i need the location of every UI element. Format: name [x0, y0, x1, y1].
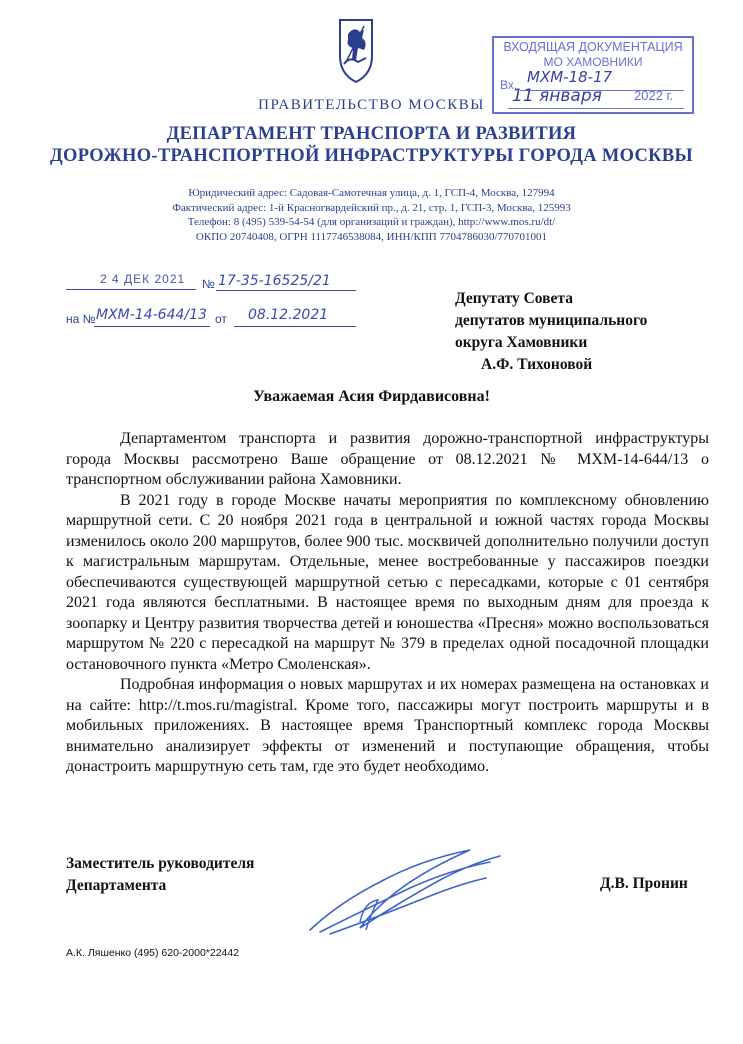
address-block	[0, 186, 743, 244]
reference-number: МХМ-14-644/13	[96, 307, 207, 323]
registration-date: 2 4 ДЕК 2021	[100, 272, 186, 286]
greeting: Уважаемая Асия Фирдависовна!	[253, 388, 490, 405]
reference-date-underline	[234, 326, 356, 327]
stamp-year: 2022 г.	[634, 88, 674, 103]
stamp-number: МХМ-18-17	[527, 68, 613, 86]
letter-body	[66, 429, 709, 778]
stamp-prefix: Вх.	[500, 78, 518, 92]
reference-date: 08.12.2021	[248, 307, 329, 323]
number-underline	[216, 290, 356, 291]
addressee-line: А.Ф. Тихоновой	[481, 356, 593, 373]
reference-underline	[94, 326, 210, 327]
position-line: Департамента	[66, 877, 167, 894]
address-line: ОКПО 20740408, ОГРН 1117746538084, ИНН/КПП 7704786030/770701001	[195, 230, 548, 243]
stamp-title: ВХОДЯЩАЯ ДОКУМЕНТАЦИЯ	[503, 40, 683, 54]
signatory-position	[66, 853, 254, 897]
incoming-stamp	[492, 36, 694, 114]
stamp-date: 11 января	[512, 86, 602, 106]
address-line: Телефон: 8 (495) 539-54-54 (для организаций и граждан), http://www.mos.ru/dt/	[187, 216, 556, 228]
handwritten-signature	[300, 842, 510, 938]
stamp-subtitle: МО ХАМОВНИКИ	[543, 55, 643, 69]
outgoing-number: 17-35-16525/21	[218, 273, 331, 289]
paragraph: В 2021 году в городе Москве начаты мероприятия по комплексному обновлению маршрутной сети. С 20 ноября 2021 года в центральной и южной частях города Москвы изменилось около 200 маршрутов, более 900 тыс. москвичей дополнительно получили доступ к магистральным маршрутам. Отдельные, менее востребованные у пассажиров поездки обеспечиваются существующей маршрутной сетью с пересадками, которые с 01 сентября 2021 года являются бесплатными. В настоящее время по выходным дням для проезда к зоопарку и Центру развития творчества детей и юношества «Пресня» можно воспользоваться маршрутом № 220 с пересадкой на маршрут № 379 в пределах одной посадочной площадки остановочного пункта «Метро Смоленская».	[66, 491, 709, 673]
moscow-coat-of-arms-icon	[334, 16, 378, 86]
paragraph: Подробная информация о новых маршрутах и их номерах размещена на остановках и на сайте: http://t.mos.ru/magistral. Кроме того, пассажиры могут построить маршруты и в мобильных приложениях. В настоящее время Транспортный комплекс города Москвы внимательно анализирует эффекты от изменений и поступающие обращения, чтобы донастроить маршрутную сеть там, где это будет необходимо.	[66, 676, 709, 775]
addressee-line: депутатов муниципального	[455, 312, 648, 329]
addressee-line: округа Хамовники	[455, 334, 588, 351]
government-title: ПРАВИТЕЛЬСТВО МОСКВЫ	[258, 97, 485, 113]
address-line: Юридический адрес: Садовая-Самотечная улица, д. 1, ГСП-4, Москва, 127994	[188, 187, 555, 199]
paragraph: Департаментом транспорта и развития дорожно-транспортной инфраструктуры города Москвы рассмотрено Ваше обращение от 08.12.2021 № МХМ-14-644/13 о транспортном обслуживании района Хамовники.	[66, 430, 709, 488]
addressee-line: Депутату Совета	[455, 290, 573, 307]
reference-label: на №	[66, 312, 96, 326]
addressee-block	[455, 288, 647, 376]
executor-contact: А.К. Ляшенко (495) 620-2000*22442	[66, 947, 240, 959]
number-label: №	[202, 277, 215, 291]
stamp-line	[508, 108, 684, 109]
position-line: Заместитель руководителя	[66, 855, 255, 872]
address-line: Фактический адрес: 1-й Красногвардейский пр., д. 21, стр. 1, ГСП-3, Москва, 125993	[172, 201, 571, 214]
from-label: от	[215, 312, 227, 326]
signatory-name: Д.В. Пронин	[600, 875, 688, 892]
department-title-line1: ДЕПАРТАМЕНТ ТРАНСПОРТА И РАЗВИТИЯ	[166, 124, 577, 144]
department-title-line2: ДОРОЖНО-ТРАНСПОРТНОЙ ИНФРАСТРУКТУРЫ ГОРОДА МОСКВЫ	[49, 146, 693, 166]
date-underline	[66, 289, 196, 290]
